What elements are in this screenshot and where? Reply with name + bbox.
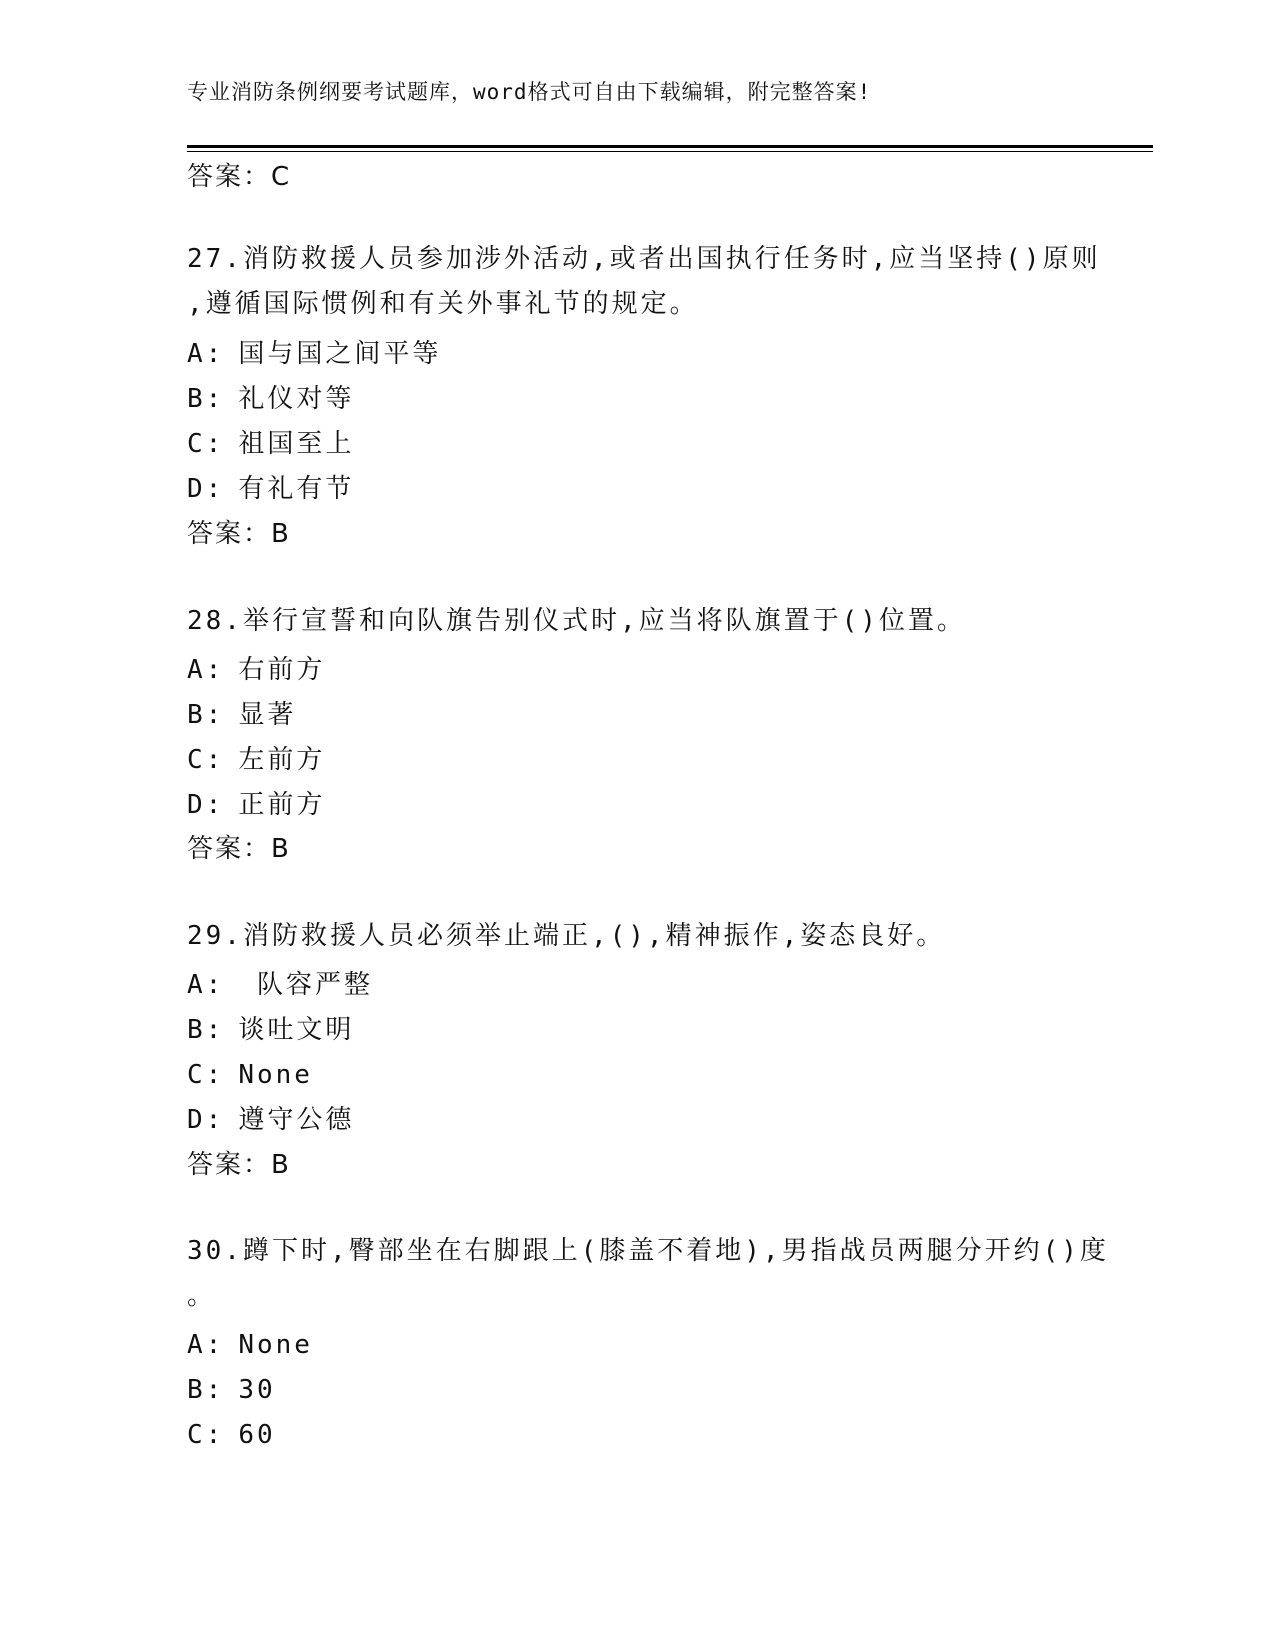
option-text: 正前方 bbox=[238, 790, 326, 820]
option-key: D: bbox=[187, 1105, 225, 1135]
question-29-stem-line1: 29.消防救援人员必须举止端正,(),精神振作,姿态良好。 bbox=[187, 921, 946, 951]
option-text: None bbox=[238, 1330, 313, 1360]
option-key: D: bbox=[187, 474, 225, 504]
option-text: 有礼有节 bbox=[238, 474, 355, 504]
option-text: 国与国之间平等 bbox=[238, 339, 442, 369]
question-30-option-c bbox=[187, 1420, 276, 1450]
question-30-option-a bbox=[187, 1330, 313, 1360]
option-text: None bbox=[238, 1060, 313, 1090]
header-divider-thin bbox=[187, 151, 1153, 152]
option-text: 队容严整 bbox=[238, 970, 373, 1000]
answer-previous: 答案：C bbox=[187, 162, 292, 192]
option-text: 显著 bbox=[238, 700, 297, 730]
option-key: C: bbox=[187, 1420, 225, 1450]
question-30-stem-line1: 30.蹲下时,臀部坐在右脚跟上(膝盖不着地),男指战员两腿分开约()度 bbox=[187, 1236, 1109, 1266]
option-key: C: bbox=[187, 1060, 225, 1090]
page-header: 专业消防条例纲要考试题库，word格式可自由下载编辑，附完整答案! bbox=[187, 80, 872, 104]
option-key: C: bbox=[187, 429, 225, 459]
question-27-option-b bbox=[187, 384, 354, 414]
question-29-option-a bbox=[187, 970, 373, 1000]
question-30-stem-line2: 。 bbox=[187, 1281, 217, 1311]
header-divider-thick bbox=[187, 145, 1153, 148]
option-key: B: bbox=[187, 384, 225, 414]
option-key: A: bbox=[187, 1330, 225, 1360]
option-text: 60 bbox=[238, 1420, 276, 1450]
question-28-stem-line1: 28.举行宣誓和向队旗告别仪式时,应当将队旗置于()位置。 bbox=[187, 606, 966, 636]
option-text: 左前方 bbox=[238, 745, 326, 775]
question-28-option-a bbox=[187, 655, 325, 685]
option-text: 谈吐文明 bbox=[238, 1015, 355, 1045]
question-30-option-b bbox=[187, 1375, 276, 1405]
option-key: B: bbox=[187, 1015, 225, 1045]
question-28-option-b bbox=[187, 700, 296, 730]
question-27-answer: 答案：B bbox=[187, 519, 291, 549]
option-key: A: bbox=[187, 655, 225, 685]
question-27-option-c bbox=[187, 429, 354, 459]
question-27-stem-line2: ,遵循国际惯例和有关外事礼节的规定。 bbox=[187, 289, 699, 319]
option-key: A: bbox=[187, 970, 225, 1000]
question-29-option-c bbox=[187, 1060, 313, 1090]
option-key: B: bbox=[187, 700, 225, 730]
option-text: 右前方 bbox=[238, 655, 326, 685]
question-29-answer: 答案：B bbox=[187, 1150, 291, 1180]
option-key: B: bbox=[187, 1375, 225, 1405]
question-27-stem-line1: 27.消防救援人员参加涉外活动,或者出国执行任务时,应当坚持()原则 bbox=[187, 244, 1101, 274]
option-key: A: bbox=[187, 339, 225, 369]
question-28-option-c bbox=[187, 745, 325, 775]
option-text: 礼仪对等 bbox=[238, 384, 355, 414]
option-key: D: bbox=[187, 790, 225, 820]
question-28-answer: 答案：B bbox=[187, 834, 291, 864]
option-text: 遵守公德 bbox=[238, 1105, 355, 1135]
option-key: C: bbox=[187, 745, 225, 775]
question-29-option-b bbox=[187, 1015, 354, 1045]
question-27-option-d bbox=[187, 474, 354, 504]
question-27-option-a bbox=[187, 339, 441, 369]
question-28-option-d bbox=[187, 790, 325, 820]
question-29-option-d bbox=[187, 1105, 354, 1135]
option-text: 30 bbox=[238, 1375, 276, 1405]
option-text: 祖国至上 bbox=[238, 429, 355, 459]
